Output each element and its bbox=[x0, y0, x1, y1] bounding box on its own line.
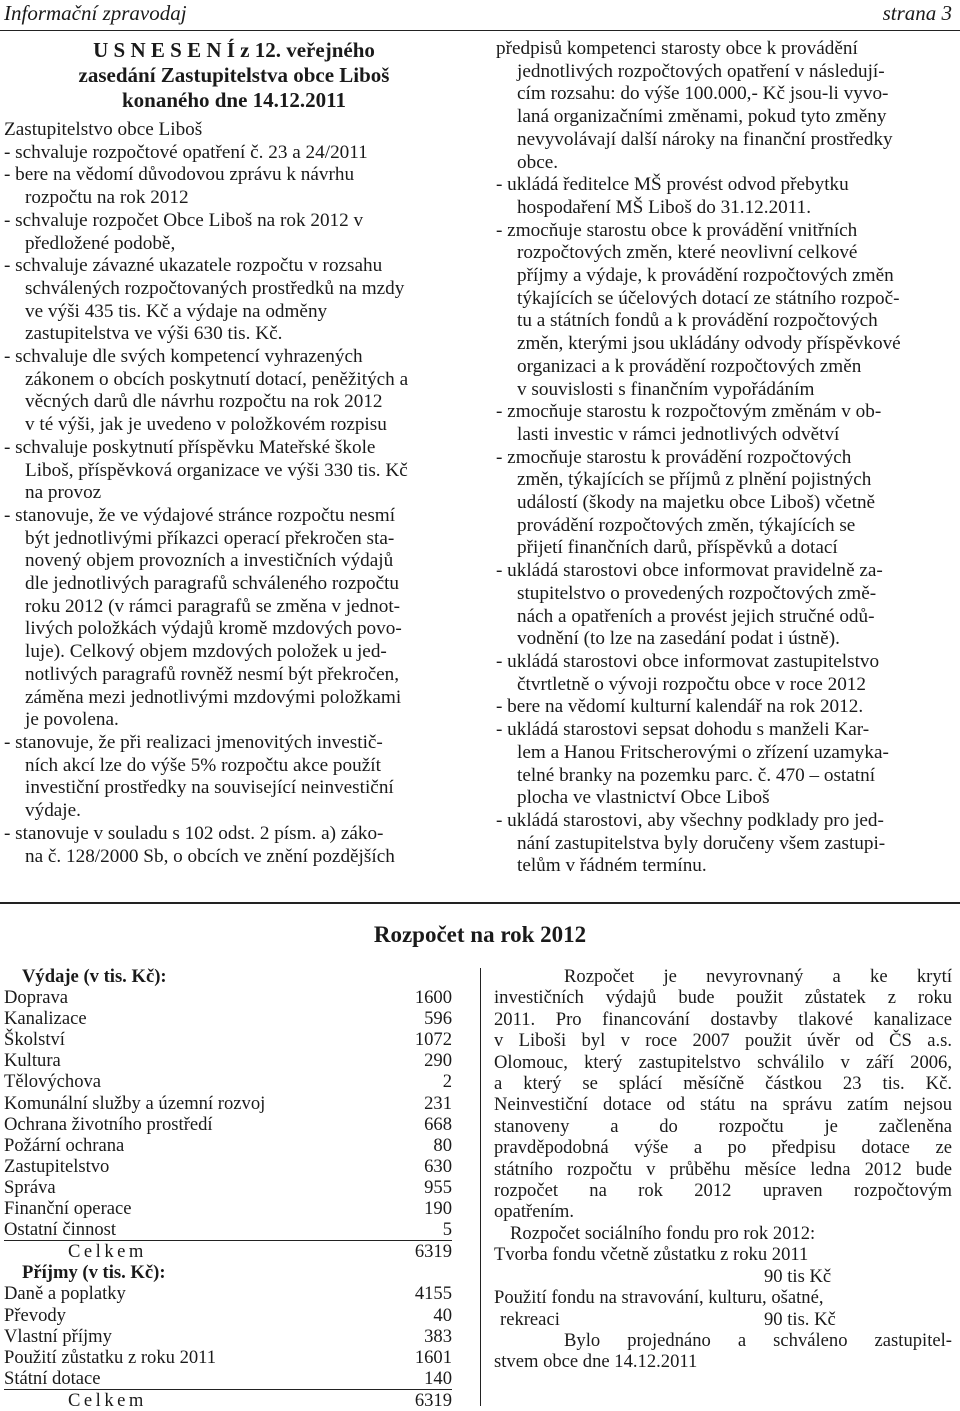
item-line: hospodaření MŠ Liboš do 31.12.2011. bbox=[517, 196, 812, 218]
paragraph-line: investičních výdajů bude použit zůstatek z roku bbox=[494, 987, 952, 1009]
resolution-title bbox=[4, 38, 464, 113]
item-line: událostí (škody na majetku obce Liboš) včetně bbox=[517, 492, 876, 514]
item-line: - stanovuje, že při realizaci jmenovitých investič- bbox=[4, 731, 383, 753]
row-label: Školství bbox=[4, 1029, 65, 1051]
row-label: Použití zůstatku z roku 2011 bbox=[4, 1346, 217, 1368]
budget-row bbox=[4, 1326, 452, 1347]
item-line: - ukládá starostovi, aby všechny podklady pro jed- bbox=[496, 809, 884, 831]
budget-title: Rozpočet na rok 2012 bbox=[373, 922, 587, 947]
resolution-item bbox=[496, 651, 952, 696]
item-line: jednotlivých rozpočtových opatření v následují- bbox=[517, 60, 885, 82]
item-line: - ukládá starostovi sepsat dohodu s manželi Kar- bbox=[496, 719, 870, 741]
row-value: 290 bbox=[424, 1050, 452, 1072]
row-value: 2 bbox=[442, 1071, 452, 1093]
item-line: předložené podobě, bbox=[25, 232, 176, 254]
item-line: změn, kterými jsou ukládány odvody příspěvkové bbox=[517, 333, 901, 355]
resolution-item bbox=[4, 255, 464, 346]
approval-note bbox=[494, 1330, 952, 1373]
budget-text bbox=[494, 966, 952, 1373]
item-line: zastupitelstva ve výši 630 tis. Kč. bbox=[25, 323, 283, 345]
budget-row bbox=[4, 1219, 452, 1241]
budget-row bbox=[4, 1050, 452, 1071]
paragraph-line: Rozpočet je nevyrovnaný a ke krytí bbox=[564, 966, 952, 987]
row-value: 383 bbox=[424, 1325, 452, 1347]
total-value: 6319 bbox=[414, 1241, 452, 1263]
row-label: Požární ochrana bbox=[4, 1134, 125, 1156]
item-line: obce. bbox=[517, 151, 559, 173]
item-line: - schvaluje dle svých kompetencí vyhrazených bbox=[4, 346, 363, 368]
paragraph-line: v Liboši byl v roce 2007 použit úvěr od ČS a.s. bbox=[494, 1030, 952, 1052]
budget-row bbox=[4, 1347, 452, 1368]
item-line: čtvrtletně o vývoji rozpočtu obce v roce 2012 bbox=[517, 673, 866, 695]
item-line: - stanovuje v souladu s 102 odst. 2 písm. a) záko- bbox=[4, 822, 384, 844]
section-divider bbox=[0, 902, 960, 904]
income-list bbox=[4, 1283, 452, 1389]
social-fund-usage: Použití fondu na stravování, kulturu, ošatné, bbox=[494, 1287, 824, 1309]
page-number: strana 3 bbox=[882, 1, 952, 25]
resolution-item bbox=[496, 560, 952, 651]
item-line: vodnění (to lze na zasedání podat i ústně). bbox=[517, 628, 840, 650]
title-line: zasedání Zastupitelstva obce Liboš bbox=[78, 63, 390, 87]
row-value: 190 bbox=[424, 1198, 452, 1220]
paragraph-line: a který se splácí měsíčně částkou 23 tis. Kč. bbox=[494, 1073, 952, 1095]
item-line: luje). Celkový objem mzdových položek u jed- bbox=[25, 641, 387, 663]
item-line: notlivých paragrafů rovněž nesmí být překročen, bbox=[25, 663, 400, 685]
resolution-items-right bbox=[496, 38, 952, 878]
resolution-item bbox=[4, 437, 464, 505]
budget-table bbox=[4, 966, 452, 1411]
item-line: organizaci a k provádění rozpočtových změn bbox=[517, 355, 862, 377]
budget-row bbox=[4, 1135, 452, 1156]
row-label: Vlastní příjmy bbox=[4, 1325, 112, 1347]
row-value: 1600 bbox=[414, 987, 452, 1009]
item-line: lem a Hanou Fritscherovými o zřízení uzamyka- bbox=[517, 741, 889, 763]
paragraph-line: Olomouc, který zastupitelstvo schválilo v září 2006, bbox=[494, 1051, 952, 1073]
row-value: 1601 bbox=[414, 1346, 452, 1368]
item-line: tu a státních fondů a k provádění rozpočtových bbox=[517, 310, 878, 332]
social-fund-usage-item: rekreaci bbox=[500, 1308, 560, 1330]
resolution-item bbox=[496, 810, 952, 878]
item-line: ních akcí lze do výše 5% rozpočtu akce použít bbox=[25, 754, 381, 776]
resolution-item bbox=[4, 346, 464, 437]
budget-row bbox=[4, 1029, 452, 1050]
paragraph-line: státního rozpočtu v průběhu měsíce ledna 2012 bude bbox=[494, 1158, 952, 1180]
item-line: - zmocňuje starostu k rozpočtovým změnám v ob- bbox=[496, 401, 882, 423]
budget-row bbox=[4, 1368, 452, 1390]
resolution-item bbox=[4, 164, 464, 209]
item-line: ve výši 435 tis. Kč a výdaje na odměny bbox=[25, 300, 328, 322]
item-line: - schvaluje závazné ukazatele rozpočtu v rozsahu bbox=[4, 255, 383, 277]
item-line: zákonem o obcích poskytnutí dotací, peněžitých a bbox=[25, 368, 409, 390]
item-line: přijetí finančních darů, příspěvků a dotací bbox=[517, 537, 838, 559]
row-label: Kanalizace bbox=[4, 1008, 87, 1030]
row-value: 955 bbox=[424, 1176, 452, 1198]
item-line: věcných darů dle návrhu rozpočtu na rok 2012 bbox=[25, 391, 383, 413]
item-line: nách a opatřeních a provést jejich stručné odů- bbox=[517, 605, 875, 627]
social-fund-amount: 90 tis. Kč bbox=[764, 1308, 836, 1330]
row-label: Doprava bbox=[4, 987, 69, 1009]
item-line: záměna mezi jednotlivými mzdovými položkami bbox=[25, 686, 402, 708]
item-line: na č. 128/2000 Sb, o obcích ve znění pozdějších bbox=[25, 845, 395, 867]
paragraph-line: 2011. Pro financování dostavby tlakové kanalizace bbox=[494, 1008, 952, 1030]
budget-row bbox=[4, 1114, 452, 1135]
column-rule bbox=[480, 968, 481, 1406]
budget-row bbox=[4, 1008, 452, 1029]
social-fund-amount: 90 tis Kč bbox=[764, 1265, 832, 1287]
item-line: cím rozsahu: do výše 100.000,- Kč jsou-li vyvo- bbox=[517, 83, 889, 105]
item-line: týkajících se účelových dotací ze státního rozpoč- bbox=[517, 287, 900, 309]
resolution-item bbox=[4, 505, 464, 732]
item-line: změn, týkajících se příjmů z plnění pojistných bbox=[517, 469, 872, 491]
item-line: je povolena. bbox=[25, 709, 119, 731]
resolution-item bbox=[4, 823, 464, 868]
paragraph-line: Bylo projednáno a schváleno zastupitel- bbox=[564, 1329, 952, 1351]
item-line: stupitelstvo o provedených rozpočtových změ- bbox=[517, 582, 877, 604]
row-value: 1072 bbox=[414, 1029, 452, 1051]
council-intro: Zastupitelstvo obce Liboš bbox=[4, 119, 203, 140]
budget-row bbox=[4, 1198, 452, 1219]
row-label: Zastupitelstvo bbox=[4, 1155, 110, 1177]
newsletter-title: Informační zpravodaj bbox=[4, 1, 187, 25]
row-label: Ostatní činnost bbox=[4, 1219, 117, 1241]
row-label: Převody bbox=[4, 1304, 66, 1326]
item-line: lasti investic v rámci jednotlivých odvětví bbox=[517, 423, 840, 445]
item-line: - bere na vědomí kulturní kalendář na rok 2012. bbox=[496, 696, 864, 718]
item-line: výdaje. bbox=[25, 800, 81, 822]
paragraph-line: rozpočet na rok 2012 upraven rozpočtovým bbox=[494, 1180, 952, 1202]
resolution-item bbox=[496, 174, 952, 219]
item-line: - zmocňuje starostu k provádění rozpočtových bbox=[496, 446, 852, 468]
social-fund-heading: Rozpočet sociálního fondu pro rok 2012: bbox=[510, 1222, 816, 1244]
income-heading: Příjmy (v tis. Kč): bbox=[22, 1262, 166, 1284]
item-line: roku 2012 (v rámci paragrafů se změna v jednot- bbox=[25, 595, 401, 617]
title-line: U S N E S E N Í z 12. veřejného bbox=[93, 38, 375, 62]
row-label: Správa bbox=[4, 1176, 56, 1198]
item-line: na provoz bbox=[25, 482, 102, 504]
item-line: - ukládá starostovi obce informovat zastupitelstvo bbox=[496, 650, 880, 672]
title-line: konaného dne 14.12.2011 bbox=[121, 88, 347, 112]
item-line: investiční prostředky na související neinvestiční bbox=[25, 777, 394, 799]
expenses-list bbox=[4, 987, 452, 1241]
resolution-item bbox=[496, 447, 952, 561]
row-value: 596 bbox=[424, 1008, 452, 1030]
item-line: Liboš, příspěvková organizace ve výši 330 tis. Kč bbox=[25, 459, 408, 481]
resolution-item bbox=[496, 220, 952, 402]
budget-row bbox=[4, 1177, 452, 1198]
item-line: příjmy a výdaje, k provádění rozpočtových změn bbox=[517, 265, 894, 287]
item-line: - zmocňuje starostu obce k provádění vnitřních bbox=[496, 219, 858, 241]
budget-row bbox=[4, 1156, 452, 1177]
item-line: novený objem provozních a investičních výdajů bbox=[25, 550, 394, 572]
expenses-total-row bbox=[4, 1241, 452, 1262]
resolution-left-column bbox=[4, 38, 464, 868]
expenses-heading: Výdaje (v tis. Kč): bbox=[22, 966, 167, 987]
row-label: Kultura bbox=[4, 1050, 61, 1072]
item-line: předpisů kompetenci starosty obce k provádění bbox=[496, 38, 858, 59]
row-value: 668 bbox=[424, 1113, 452, 1135]
row-label: Finanční operace bbox=[4, 1198, 132, 1220]
social-fund-usage-row bbox=[494, 1309, 952, 1330]
paragraph-line: pravděpodobná výše a po předpisu dotace ze bbox=[494, 1137, 952, 1159]
budget-paragraph bbox=[494, 966, 952, 1223]
resolution-item bbox=[4, 210, 464, 255]
item-line: dle jednotlivých paragrafů schváleného rozpočtu bbox=[25, 573, 400, 595]
paragraph-line: stvem obce dne 14.12.2011 bbox=[494, 1351, 698, 1373]
item-line: provádění rozpočtových změn, týkajících se bbox=[517, 514, 856, 536]
item-line: telům v řádném termínu. bbox=[517, 855, 707, 877]
resolution-item bbox=[496, 696, 952, 719]
resolution-items-left bbox=[4, 142, 464, 869]
total-label: Celkem bbox=[68, 1241, 147, 1263]
item-line: plocha ve vlastnictví Obce Liboš bbox=[517, 787, 770, 809]
resolution-right-column bbox=[496, 38, 952, 878]
item-line: v souvislosti s finančním vypořádáním bbox=[517, 378, 815, 400]
item-line: - stanovuje, že ve výdajové stránce rozpočtu nesmí bbox=[4, 504, 396, 526]
item-line: - schvaluje rozpočtové opatření č. 23 a 24/2011 bbox=[4, 141, 368, 163]
budget-row bbox=[4, 1283, 452, 1304]
budget-row bbox=[4, 1305, 452, 1326]
item-line: rozpočtu na rok 2012 bbox=[25, 187, 189, 209]
item-line: schválených rozpočtovaných prostředků na mzdy bbox=[25, 277, 405, 299]
budget-row bbox=[4, 987, 452, 1008]
item-line: - schvaluje rozpočet Obce Liboš na rok 2012 v bbox=[4, 209, 364, 231]
resolution-item bbox=[496, 38, 952, 174]
resolution-item bbox=[4, 732, 464, 823]
total-label: Celkem bbox=[68, 1389, 147, 1411]
row-label: Tělovýchova bbox=[4, 1071, 102, 1093]
row-value: 630 bbox=[424, 1155, 452, 1177]
item-line: - ukládá ředitelce MŠ provést odvod přebytku bbox=[496, 174, 849, 196]
paragraph-line: opatřením. bbox=[494, 1201, 575, 1223]
resolution-item bbox=[4, 142, 464, 165]
item-line: livých položkách výdajů kromě mzdových povo- bbox=[25, 618, 402, 640]
income-total-row bbox=[4, 1390, 452, 1411]
row-label: Státní dotace bbox=[4, 1367, 101, 1389]
row-value: 231 bbox=[424, 1092, 452, 1114]
budget-row bbox=[4, 1071, 452, 1092]
page-header bbox=[0, 0, 960, 31]
social-fund-creation: Tvorba fondu včetně zůstatku z roku 2011 bbox=[494, 1244, 809, 1266]
row-value: 5 bbox=[442, 1219, 452, 1241]
paragraph-line: Neinvestiční dotace od státu na správu zatím nejsou bbox=[494, 1094, 952, 1116]
row-value: 4155 bbox=[414, 1283, 452, 1305]
resolution-item bbox=[496, 719, 952, 810]
item-line: - bere na vědomí důvodovou zprávu k návrhu bbox=[4, 164, 355, 186]
row-label: Ochrana životního prostředí bbox=[4, 1113, 213, 1135]
item-line: nání zastupitelstva byly doručeny všem zastupi- bbox=[517, 832, 886, 854]
item-line: v té výši, jak je uvedeno v položkovém rozpisu bbox=[25, 414, 387, 436]
item-line: laná organizačními změnami, pokud tyto změny bbox=[517, 106, 887, 128]
paragraph-line: stanoveny a do rozpočtu je začleněna bbox=[494, 1115, 952, 1137]
item-line: - schvaluje poskytnutí příspěvku Mateřské škole bbox=[4, 436, 376, 458]
item-line: rozpočtových změn, které neovlivní celkové bbox=[517, 242, 858, 264]
row-label: Daně a poplatky bbox=[4, 1283, 126, 1305]
item-line: telné branky na pozemku parc. č. 470 – ostatní bbox=[517, 764, 876, 786]
row-value: 140 bbox=[424, 1367, 452, 1389]
total-value: 6319 bbox=[414, 1389, 452, 1411]
row-value: 80 bbox=[433, 1134, 452, 1156]
item-line: - ukládá starostovi obce informovat pravidelně za- bbox=[496, 560, 883, 582]
item-line: být jednotlivými příkazci operací překročen sta- bbox=[25, 527, 395, 549]
resolution-item bbox=[496, 401, 952, 446]
budget-row bbox=[4, 1093, 452, 1114]
row-label: Komunální služby a územní rozvoj bbox=[4, 1092, 266, 1114]
row-value: 40 bbox=[433, 1304, 452, 1326]
item-line: nevyvolávají další nároky na finanční prostředky bbox=[517, 128, 893, 150]
